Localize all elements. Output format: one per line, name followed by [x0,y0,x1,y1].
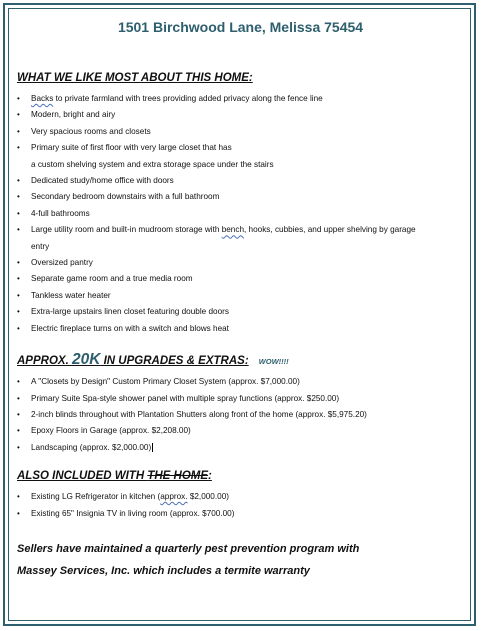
list-item-continuation: entry [31,241,50,251]
spellcheck-word: approx. [160,492,188,502]
list-item: • Primary Suite Spa-style shower panel with multiple spray functions (approx. $250.00) [17,391,467,407]
list-item: • Secondary bedroom downstairs with a full bathroom [17,189,467,205]
list-item: • Existing LG Refrigerator in kitchen (approx. $2,000.00) [17,489,467,505]
list-item [17,440,467,456]
list-item: • Oversized pantry [17,255,467,271]
list-item: • A "Closets by Design" Custom Primary Closet System (approx. $7,000.00) [17,374,467,390]
page-title: 1501 Birchwood Lane, Melissa 75454 [117,19,364,35]
list-item: • Electric fireplace turns on with a switch and blows heat [17,321,467,337]
upgrades-heading: APPROX. 20K IN UPGRADES & EXTRAS: WOW!!!! [17,350,467,370]
list-item: • Very spacious rooms and closets [17,124,467,140]
wow-note: WOW!!!! [258,357,289,367]
list-item: • 2-inch blinds throughout with Plantation Shutters along front of the home (approx. $5,975.20) [17,407,467,423]
closing-line-1: Sellers have maintained a quarterly pest prevention program with [17,542,360,555]
list-item: • Large utility room and built-in mudroom storage with bench, hooks, cubbies, and upper shelving by garage [17,222,467,238]
list-item: • 4-full bathrooms [17,206,467,222]
upgrades-amount: 20K [71,351,101,369]
spellcheck-word: bench [221,225,244,235]
list-item: • Backs to private farmland with trees providing added privacy along the fence line [17,91,467,107]
list-item: • Dedicated study/home office with doors [17,173,467,189]
strikethrough-text: THE HOME [147,470,209,483]
upgrades-list [17,374,467,456]
text-cursor[interactable]: Landscaping (approx. $2,000.00) [31,442,152,452]
list-item: • Modern, bright and airy [17,107,467,123]
list-item: • Primary suite of first floor with very large closet that has [17,140,467,156]
list-item: • Extra-large upstairs linen closet featuring double doors [17,304,467,320]
spellcheck-word: Backs [31,94,54,103]
list-item: • Existing 65" Insignia TV in living room (approx. $700.00) [17,506,467,522]
closing-line-2: Massey Services, Inc. which includes a termite warranty [17,564,310,577]
included-heading: ALSO INCLUDED WITH THE HOME: [17,470,212,483]
list-item-continuation: a custom shelving system and extra storage space under the stairs [31,159,274,169]
likes-list [17,91,467,337]
list-item: • Tankless water heater [17,288,467,304]
likes-heading: WHAT WE LIKE MOST ABOUT THIS HOME: [17,72,253,84]
list-item: • Separate game room and a true media room [17,271,467,287]
list-item: • Epoxy Floors in Garage (approx. $2,208.00) [17,423,467,439]
included-list [17,489,467,522]
document-body [17,70,467,582]
